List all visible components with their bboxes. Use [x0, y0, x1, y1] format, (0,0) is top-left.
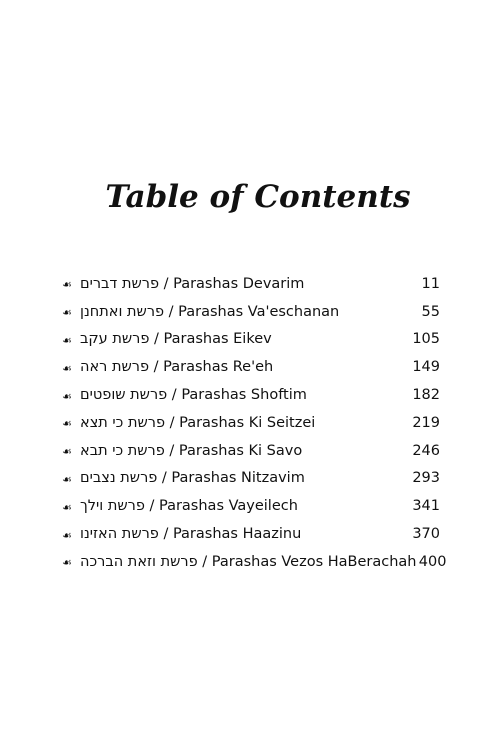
page-title: Table of Contents [105, 179, 411, 215]
toc-entry-hebrew: פרשת ואתחנן [80, 303, 165, 320]
toc-entry[interactable] [62, 548, 447, 576]
toc-entry-english: Parashas Vayeilech [158, 498, 298, 515]
toc-entry[interactable] [62, 437, 440, 465]
floral-bullet-icon: ☙ [62, 306, 72, 320]
floral-bullet-icon: ☙ [62, 278, 72, 292]
toc-entry-page-number: 246 [412, 442, 440, 459]
toc-entry-page-number: 11 [421, 275, 440, 292]
toc-entry-page-number: 182 [412, 387, 440, 404]
toc-entry[interactable] [62, 520, 440, 548]
toc-entry-separator: / [167, 387, 182, 404]
toc-entry-english: Parashas Haazinu [172, 526, 302, 543]
table-of-contents [62, 270, 447, 576]
toc-entry[interactable] [62, 381, 440, 409]
toc-entry-hebrew: פרשת האזינו [80, 526, 159, 543]
floral-bullet-icon: ☙ [62, 417, 72, 431]
floral-bullet-icon: ☙ [62, 445, 72, 459]
toc-entry-english: Parashas Shoftim [181, 387, 307, 404]
floral-bullet-icon: ☙ [62, 333, 72, 347]
toc-entry[interactable] [62, 270, 440, 298]
toc-entry-english: Parashas Re'eh [163, 359, 274, 376]
toc-entry-page-number: 293 [412, 470, 440, 487]
toc-entry-separator: / [158, 526, 173, 543]
toc-entry-hebrew: פרשת דברים [80, 275, 159, 292]
floral-bullet-icon: ☙ [62, 556, 72, 570]
floral-bullet-icon: ☙ [62, 500, 72, 514]
toc-entry-page-number: 400 [418, 553, 447, 570]
toc-entry-separator: / [165, 414, 180, 431]
toc-entry-separator: / [197, 553, 212, 570]
floral-bullet-icon: ☙ [62, 528, 72, 542]
toc-entry[interactable] [62, 326, 440, 354]
toc-entry-page-number: 55 [421, 303, 440, 320]
toc-entry-separator: / [164, 442, 179, 459]
toc-entry-hebrew: פרשת כי תבא [80, 442, 165, 459]
toc-entry-page-number: 370 [412, 526, 440, 543]
floral-bullet-icon: ☙ [62, 361, 72, 375]
toc-entry-english: Parashas Eikev [163, 331, 272, 348]
toc-entry-english: Parashas Ki Savo [178, 442, 303, 459]
toc-entry-page-number: 149 [412, 359, 440, 376]
floral-bullet-icon: ☙ [62, 472, 72, 486]
toc-entry-separator: / [144, 498, 159, 515]
toc-entry-separator: / [157, 470, 172, 487]
toc-entry-english: Parashas Ki Seitzei [179, 414, 316, 431]
toc-entry-hebrew: פרשת שופטים [80, 387, 168, 404]
toc-entry[interactable] [62, 298, 440, 326]
toc-entry-page-number: 341 [412, 498, 440, 515]
toc-entry-hebrew: פרשת עקב [80, 331, 150, 348]
toc-entry-hebrew: פרשת נצבים [80, 470, 158, 487]
toc-entry-hebrew: פרשת וילך [80, 498, 145, 515]
toc-entry-page-number: 105 [412, 331, 440, 348]
toc-entry-separator: / [159, 275, 174, 292]
toc-entry-separator: / [149, 331, 164, 348]
toc-entry-english: Parashas Devarim [173, 275, 305, 292]
toc-entry-hebrew: פרשת כי תצא [80, 414, 165, 431]
toc-entry[interactable] [62, 492, 440, 520]
toc-entry-separator: / [164, 303, 179, 320]
toc-entry[interactable] [62, 409, 440, 437]
toc-entry[interactable] [62, 465, 440, 493]
toc-entry-hebrew: פרשת ראה [80, 359, 150, 376]
toc-entry[interactable] [62, 353, 440, 381]
toc-entry-english: Parashas Vezos HaBerachah [211, 553, 417, 570]
toc-entry-hebrew: פרשת וזאת הברכה [80, 553, 198, 570]
toc-entry-english: Parashas Va'eschanan [178, 303, 340, 320]
toc-entry-separator: / [149, 359, 164, 376]
floral-bullet-icon: ☙ [62, 389, 72, 403]
toc-entry-page-number: 219 [412, 414, 440, 431]
toc-entry-english: Parashas Nitzavim [171, 470, 305, 487]
